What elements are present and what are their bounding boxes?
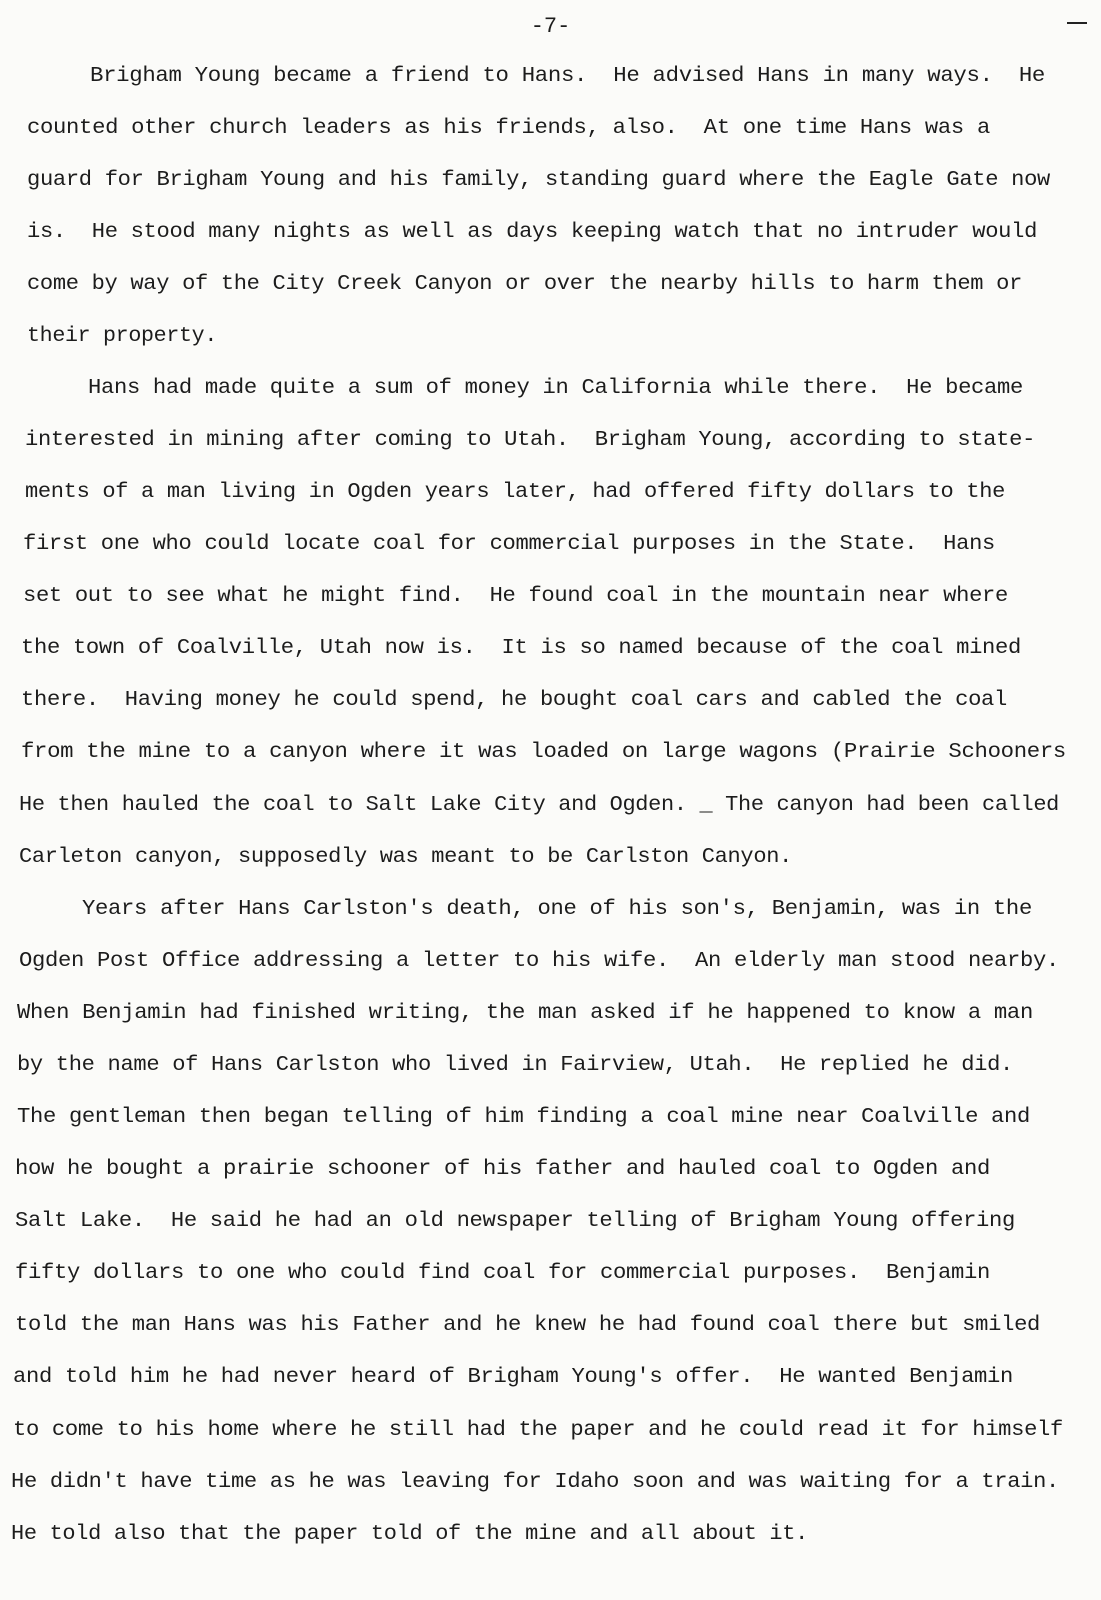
text-line-3: guard for Brigham Young and his family, standing guard where the Eagle Gate now xyxy=(27,169,1050,192)
text-line-29: He told also that the paper told of the mine and all about it. xyxy=(11,1523,808,1546)
text-line-23: Salt Lake. He said he had an old newspaper telling of Brigham Young offering xyxy=(15,1210,1016,1233)
text-line-7: Hans had made quite a sum of money in California while there. He became xyxy=(88,377,1023,400)
text-line-24: fifty dollars to one who could find coal for commercial purposes. Benjamin xyxy=(15,1262,990,1285)
text-line-13: there. Having money he could spend, he bought coal cars and cabled the coal xyxy=(21,689,1008,712)
corner-mark xyxy=(1067,22,1087,24)
text-line-20: by the name of Hans Carlston who lived in Fairview, Utah. He replied he did. xyxy=(17,1054,1013,1077)
page-number: -7- xyxy=(530,14,571,39)
text-line-5: come by way of the City Creek Canyon or over the nearby hills to harm them or xyxy=(27,273,1023,296)
text-line-18: Ogden Post Office addressing a letter to his wife. An elderly man stood nearby. xyxy=(19,950,1059,973)
text-line-15: He then hauled the coal to Salt Lake City and Ogden. _ The canyon had been called xyxy=(19,794,1060,817)
text-line-8: interested in mining after coming to Utah. Brigham Young, according to state- xyxy=(25,429,1036,452)
text-line-11: set out to see what he might find. He found coal in the mountain near where xyxy=(23,585,1008,608)
text-line-2: counted other church leaders as his friends, also. At one time Hans was a xyxy=(27,117,990,140)
text-line-22: how he bought a prairie schooner of his father and hauled coal to Ogden and xyxy=(15,1158,990,1181)
text-line-10: first one who could locate coal for commercial purposes in the State. Hans xyxy=(23,533,996,556)
text-line-16: Carleton canyon, supposedly was meant to be Carlston Canyon. xyxy=(19,846,792,869)
text-line-25: told the man Hans was his Father and he knew he had found coal there but smiled xyxy=(15,1314,1041,1337)
text-line-9: ments of a man living in Ogden years later, had offered fifty dollars to the xyxy=(25,481,1006,504)
text-line-19: When Benjamin had finished writing, the man asked if he happened to know a man xyxy=(17,1002,1033,1025)
text-line-28: He didn't have time as he was leaving for Idaho soon and was waiting for a train. xyxy=(11,1471,1059,1494)
text-line-26: and told him he had never heard of Brigham Young's offer. He wanted Benjamin xyxy=(13,1366,1014,1389)
text-line-6: their property. xyxy=(27,325,217,348)
text-line-21: The gentleman then began telling of him finding a coal mine near Coalville and xyxy=(17,1106,1031,1129)
text-line-4: is. He stood many nights as well as days keeping watch that no intruder would xyxy=(27,221,1038,244)
text-line-12: the town of Coalville, Utah now is. It is so named because of the coal mined xyxy=(21,637,1022,660)
text-line-14: from the mine to a canyon where it was loaded on large wagons (Prairie Schooners xyxy=(21,741,1066,764)
text-line-17: Years after Hans Carlston's death, one of his son's, Benjamin, was in the xyxy=(82,898,1032,921)
text-line-1: Brigham Young became a friend to Hans. He advised Hans in many ways. He xyxy=(90,65,1045,88)
text-line-27: to come to his home where he still had the paper and he could read it for himself xyxy=(13,1419,1063,1442)
